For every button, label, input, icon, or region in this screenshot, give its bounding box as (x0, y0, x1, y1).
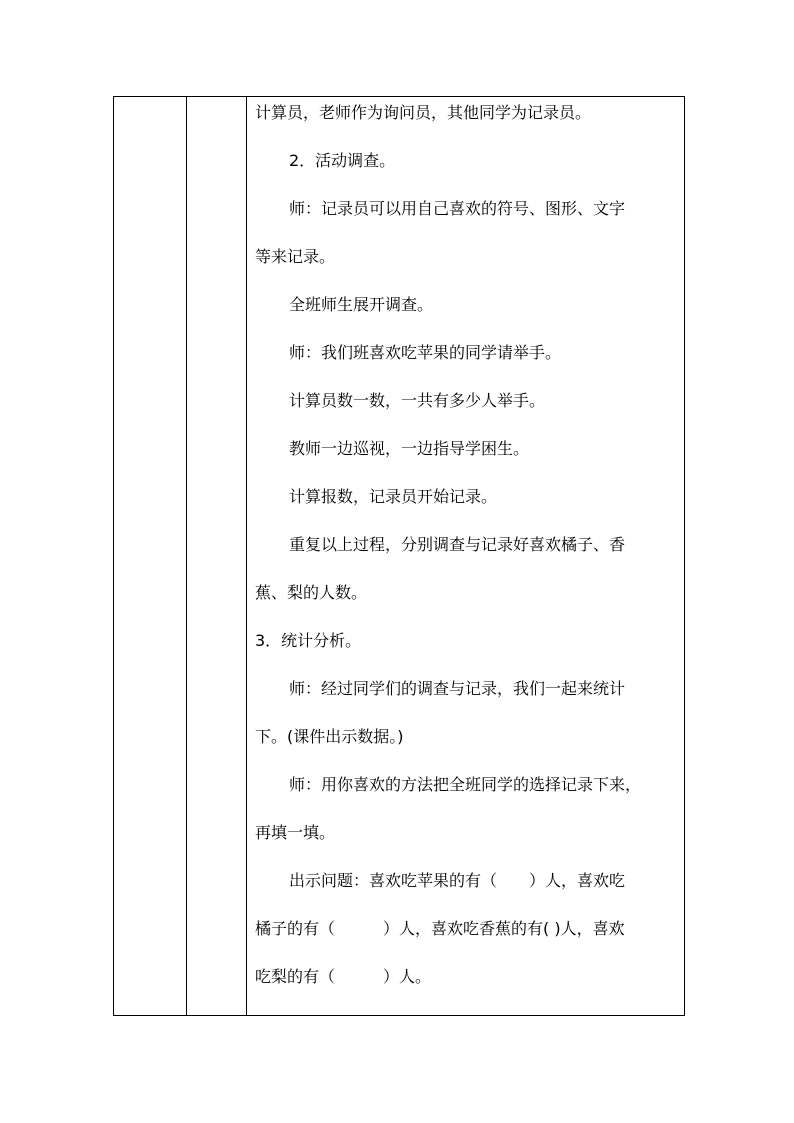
text-line-15: 师：用你喜欢的方法把全班同学的选择记录下来， (289, 775, 642, 794)
text-line-17: 出示问题：喜欢吃苹果的有（ ）人，喜欢吃 (289, 871, 626, 890)
text-line-7: 计算员数一数，一共有多少人举手。 (289, 391, 546, 410)
text-line-4: 等来记录。 (255, 247, 336, 266)
table-column-2 (187, 97, 247, 1015)
text-line-9: 计算报数，记录员开始记录。 (289, 487, 498, 506)
lesson-table (113, 96, 685, 1016)
text-line-8: 教师一边巡视，一边指导学困生。 (289, 439, 530, 458)
text-line-12: 3．统计分析。 (255, 631, 362, 650)
text-line-10: 重复以上过程，分别调查与记录好喜欢橘子、香 (289, 535, 626, 554)
text-line-13: 师：经过同学们的调查与记录，我们一起来统计 (289, 679, 626, 698)
text-line-14: 下。(课件出示数据。) (255, 727, 404, 746)
table-column-content (247, 97, 684, 1015)
text-line-1: 计算员，老师作为询问员，其他同学为记录员。 (255, 103, 592, 122)
table-column-1 (114, 97, 187, 1015)
text-line-5: 全班师生展开调查。 (289, 295, 434, 314)
text-line-16: 再填一填。 (255, 823, 336, 842)
text-line-3: 师：记录员可以用自己喜欢的符号、图形、文字 (289, 199, 626, 218)
text-line-19: 吃梨的有（ ）人。 (255, 967, 432, 986)
text-line-11: 蕉、梨的人数。 (255, 583, 368, 602)
text-line-6: 师：我们班喜欢吃苹果的同学请举手。 (289, 343, 562, 362)
text-line-2: 2．活动调查。 (289, 151, 396, 170)
text-line-18: 橘子的有（ ）人，喜欢吃香蕉的有( )人，喜欢 (255, 919, 625, 938)
